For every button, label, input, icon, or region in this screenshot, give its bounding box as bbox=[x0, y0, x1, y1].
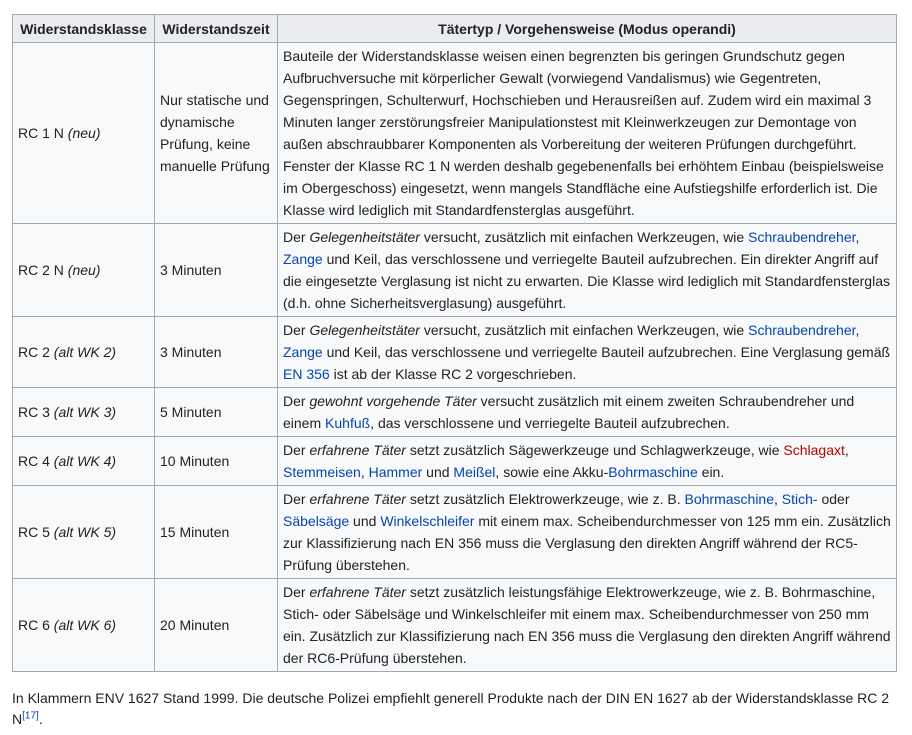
cell-widerstandszeit: 10 Minuten bbox=[155, 437, 278, 486]
cell-widerstandsklasse bbox=[13, 437, 155, 486]
article-link[interactable]: EN 356 bbox=[283, 366, 330, 382]
cell-widerstandszeit: Nur statische und dynamische Prüfung, keine manuelle Prüfung bbox=[155, 43, 278, 224]
article-link[interactable]: Schraubendreher bbox=[748, 322, 856, 338]
description-text: ist ab der Klasse RC 2 vorgeschrieben. bbox=[329, 366, 577, 382]
cell-widerstandszeit: 15 Minuten bbox=[155, 486, 278, 579]
description-text: , bbox=[855, 322, 860, 338]
class-name: RC 1 N bbox=[18, 125, 64, 141]
article-link[interactable]: Hammer bbox=[368, 464, 423, 480]
cell-description bbox=[278, 224, 897, 317]
cell-widerstandsklasse bbox=[13, 224, 155, 317]
article-link[interactable]: Stemmeisen bbox=[283, 464, 361, 480]
class-name: RC 6 bbox=[18, 617, 50, 633]
table-row bbox=[13, 579, 897, 672]
description-text: mit einem max. Scheibendurchmesser von 125 mm ein. Zusätzlich zur Klassifizierung nach EN 356 muss die Verglasung den direkten Angriff während der RC5-Prüfung überstehen. bbox=[283, 513, 891, 573]
description-text: und bbox=[349, 513, 381, 529]
cell-description bbox=[278, 317, 897, 388]
header-widerstandsklasse[interactable]: Widerstandsklasse bbox=[13, 15, 155, 43]
cell-widerstandszeit: 3 Minuten bbox=[155, 224, 278, 317]
article-link[interactable]: Bohrmaschine bbox=[684, 491, 775, 507]
description-text: Der bbox=[283, 393, 310, 409]
reference-link[interactable] bbox=[22, 710, 39, 721]
class-name: RC 4 bbox=[18, 453, 50, 469]
cell-description bbox=[278, 579, 897, 672]
description-text: Der bbox=[283, 229, 310, 245]
table-row bbox=[13, 388, 897, 437]
cell-widerstandsklasse bbox=[13, 317, 155, 388]
description-text: , das verschlossene und verriegelte Bauteil aufzubrechen. bbox=[370, 415, 730, 431]
cell-description bbox=[278, 43, 897, 224]
description-text: Der bbox=[283, 322, 310, 338]
description-text: Der bbox=[283, 442, 310, 458]
table-row bbox=[13, 317, 897, 388]
description-text: setzt zusätzlich Elektrowerkzeuge, wie z. B. bbox=[405, 491, 685, 507]
cell-widerstandszeit: 5 Minuten bbox=[155, 388, 278, 437]
article-link[interactable]: Kuhfuß bbox=[325, 415, 371, 431]
class-note: (neu) bbox=[67, 262, 101, 278]
italic-term: Gelegenheitstäter bbox=[309, 229, 420, 245]
table-row bbox=[13, 224, 897, 317]
class-note: (alt WK 6) bbox=[53, 617, 117, 633]
article-link[interactable]: Stich- bbox=[781, 491, 818, 507]
class-note: (alt WK 3) bbox=[53, 404, 117, 420]
italic-term: erfahrene Täter bbox=[309, 442, 406, 458]
class-name: RC 2 bbox=[18, 344, 50, 360]
description-text: , sowie eine Akku- bbox=[495, 464, 609, 480]
cell-description bbox=[278, 486, 897, 579]
article-link[interactable]: Bohrmaschine bbox=[608, 464, 698, 480]
cell-widerstandsklasse bbox=[13, 486, 155, 579]
description-text: ein. bbox=[697, 464, 725, 480]
cell-widerstandszeit: 20 Minuten bbox=[155, 579, 278, 672]
article-link[interactable]: Winkelschleifer bbox=[380, 513, 475, 529]
content-area bbox=[12, 14, 896, 672]
article-link[interactable]: Zange bbox=[283, 344, 323, 360]
description-text: , bbox=[844, 442, 849, 458]
description-text: versucht, zusätzlich mit einfachen Werkzeugen, wie bbox=[419, 229, 749, 245]
header-widerstandszeit[interactable]: Widerstandszeit bbox=[155, 15, 278, 43]
resistance-class-table bbox=[12, 14, 897, 672]
description-text: versucht zusätzlich mit einem zweiten Schraubendreher und einem bbox=[283, 393, 855, 431]
description-text: setzt zusätzlich Sägewerkzeuge und Schlagwerkzeuge, wie bbox=[405, 442, 784, 458]
description-text: Der bbox=[283, 491, 310, 507]
reference-17-link[interactable]: [17] bbox=[22, 710, 39, 722]
footnote bbox=[12, 688, 898, 730]
description-text: , bbox=[774, 491, 782, 507]
table-row bbox=[13, 486, 897, 579]
class-note: (alt WK 5) bbox=[53, 524, 117, 540]
article-link[interactable]: Säbelsäge bbox=[283, 513, 350, 529]
class-name: RC 5 bbox=[18, 524, 50, 540]
cell-widerstandszeit: 3 Minuten bbox=[155, 317, 278, 388]
class-name: RC 3 bbox=[18, 404, 50, 420]
cell-widerstandsklasse bbox=[13, 43, 155, 224]
cell-description bbox=[278, 388, 897, 437]
article-link[interactable]: Zange bbox=[283, 251, 323, 267]
class-note: (alt WK 4) bbox=[53, 453, 117, 469]
class-note: (neu) bbox=[67, 125, 101, 141]
footnote-text: In Klammern ENV 1627 Stand 1999. Die deutsche Polizei empfiehlt generell Produkte nach der DIN EN 1627 ab der Widerstandsklasse RC 2 N bbox=[12, 690, 890, 727]
description-text: und Keil, das verschlossene und verriegelte Bauteil aufzubrechen. Ein direkter Angriff auf die eingesetzte Verglasung ist nicht zu erwarten. Die Klasse wird lediglich mit Standardfensterglas (d.h. ohne Sicherheitsverglasung) ausgeführt. bbox=[283, 251, 890, 311]
article-link[interactable]: Schlagaxt bbox=[783, 442, 845, 458]
footnote-end: . bbox=[38, 711, 43, 727]
cell-widerstandsklasse bbox=[13, 388, 155, 437]
description-text: Der bbox=[283, 584, 310, 600]
description-text: oder bbox=[817, 491, 850, 507]
article-link[interactable]: Schraubendreher bbox=[748, 229, 856, 245]
description-text: , bbox=[855, 229, 860, 245]
italic-term: Gelegenheitstäter bbox=[309, 322, 420, 338]
cell-description bbox=[278, 437, 897, 486]
table-body bbox=[13, 43, 897, 672]
class-note: (alt WK 2) bbox=[53, 344, 117, 360]
description-text: Bauteile der Widerstandsklasse weisen einen begrenzten bis geringen Grundschutz gegen Aufbruchversuche mit körperlicher Gewalt (vorwiegend Vandalismus) wie Gegentreten, Gegenspringen, Schulterwurf, Hochschieben und Herausreißen auf. Zudem wird ein maximal 3 Minuten langer zerstörungsfreier Manipulationstest mit Kleinwerkzeugen zur Demontage von außen abschraubbarer Komponenten als Vorbereitung der weiteren Prüfungen durchgeführt. Fenster der Klasse RC 1 N werden deshalb gegebenenfalls bei erhöhtem Einbau (beispielsweise im Obergeschoss) eingesetzt, wenn mangels Standfläche eine Aufstiegshilfe erforderlich ist. Die Klasse wird lediglich mit Standardfensterglas ausgeführt. bbox=[283, 48, 884, 218]
header-taetertyp[interactable]: Tätertyp / Vorgehensweise (Modus operandi) bbox=[278, 15, 897, 43]
description-text: , bbox=[360, 464, 369, 480]
table-header-row bbox=[13, 15, 897, 43]
description-text: und bbox=[422, 464, 454, 480]
italic-term: erfahrene Täter bbox=[309, 584, 406, 600]
description-text: versucht, zusätzlich mit einfachen Werkzeugen, wie bbox=[419, 322, 749, 338]
italic-term: erfahrene Täter bbox=[309, 491, 406, 507]
description-text: setzt zusätzlich leistungsfähige Elektrowerkzeuge, wie z. B. Bohrmaschine, Stich- oder Säbelsäge und Winkelschleifer mit einem max. Scheibendurchmesser von 250 mm ein. Zusätzlich zur Klassifizierung nach EN 356 muss die Verglasung den direkten Angriff während der RC6-Prüfung überstehen. bbox=[283, 584, 891, 666]
class-name: RC 2 N bbox=[18, 262, 64, 278]
description-text: und Keil, das verschlossene und verriegelte Bauteil aufzubrechen. Eine Verglasung gemäß bbox=[322, 344, 891, 360]
article-link[interactable]: Meißel bbox=[453, 464, 496, 480]
cell-widerstandsklasse bbox=[13, 579, 155, 672]
table-row bbox=[13, 437, 897, 486]
table-row bbox=[13, 43, 897, 224]
italic-term: gewohnt vorgehende Täter bbox=[309, 393, 477, 409]
